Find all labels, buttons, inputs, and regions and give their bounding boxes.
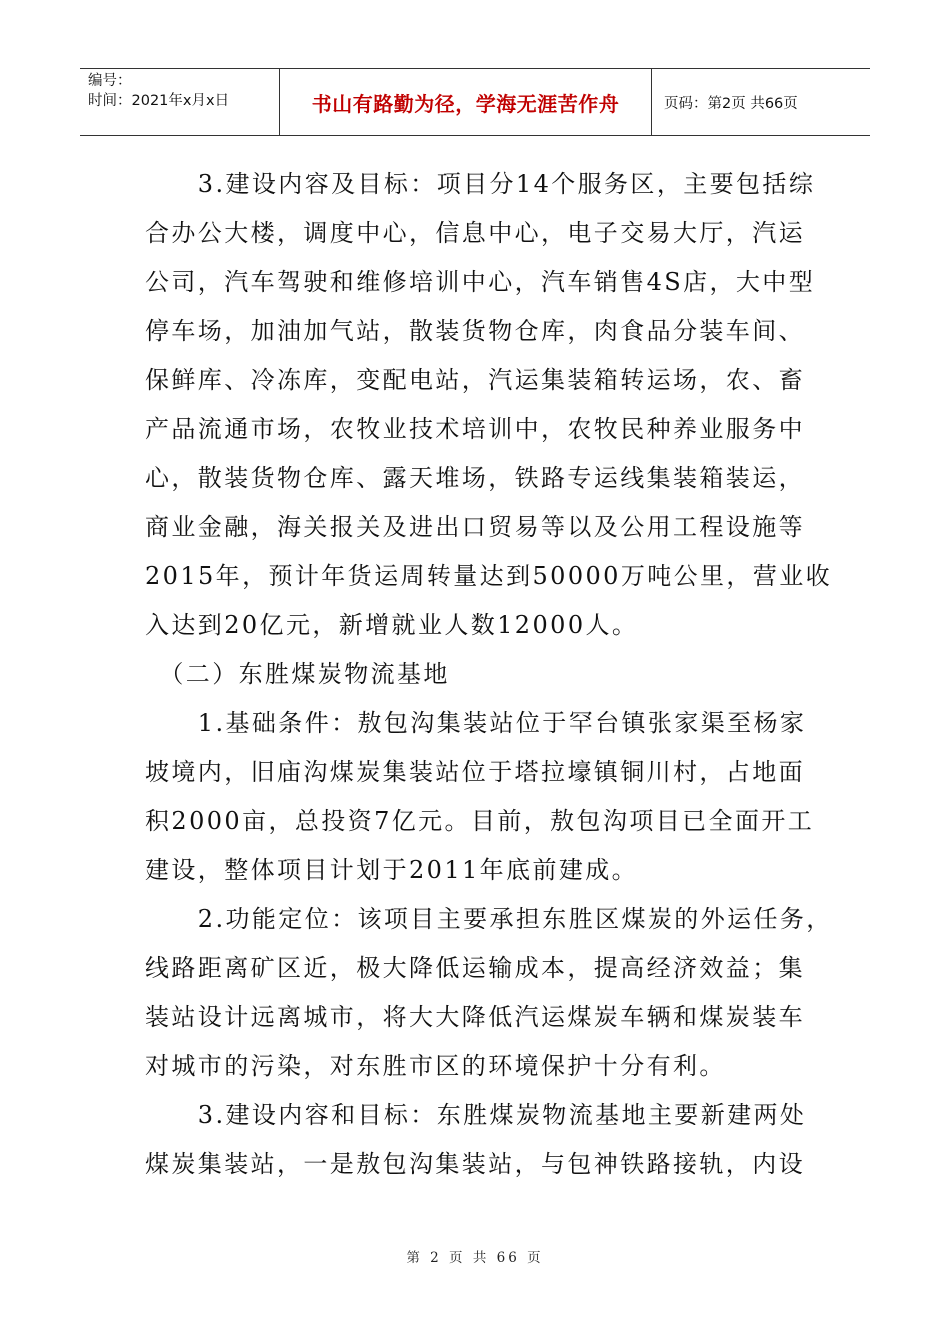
header-page-info: 页码：第2页 共66页 (664, 95, 798, 112)
text-line: 合办公大楼，调度中心，信息中心，电子交易大厅，汽运 (145, 219, 805, 247)
text-line: 3.建设内容及目标：项目分14个服务区，主要包括综 (145, 170, 816, 198)
header-meta (80, 69, 280, 135)
text-line: 线路距离矿区近，极大降低运输成本，提高经济效益；集 (145, 954, 805, 982)
text-line: 坡境内，旧庙沟煤炭集装站位于塔拉壕镇铜川村，占地面 (145, 758, 805, 786)
text-line: 公司，汽车驾驶和维修培训中心，汽车销售4S店，大中型 (145, 268, 816, 296)
document-number-label: 编号： (88, 73, 132, 89)
text-line: 1.基础条件：敖包沟集装站位于罕台镇张家渠至杨家 (145, 709, 807, 737)
text-line: 产品流通市场，农牧业技术培训中，农牧民种养业服务中 (145, 415, 805, 443)
document-body (145, 160, 833, 1189)
header-motto: 书山有路勤为径，学海无涯苦作舟 (280, 69, 652, 135)
page-header (80, 68, 870, 136)
page-footer: 第 2 页 共 66 页 (406, 1250, 544, 1266)
text-line: 商业金融，海关报关及进出口贸易等以及公用工程设施等 (145, 513, 805, 541)
text-line: 保鲜库、冷冻库，变配电站，汽运集装箱转运场，农、畜 (145, 366, 805, 394)
text-line: 对城市的污染，对东胜市区的环境保护十分有利。 (145, 1052, 726, 1080)
text-line: 3.建设内容和目标：东胜煤炭物流基地主要新建两处 (145, 1101, 807, 1129)
text-line: 煤炭集装站，一是敖包沟集装站，与包神铁路接轨，内设 (145, 1150, 805, 1178)
text-line: 2015年，预计年货运周转量达到50000万吨公里，营业收 (145, 562, 833, 590)
text-line: 入达到20亿元，新增就业人数12000人。 (145, 611, 639, 639)
text-line: 2.功能定位：该项目主要承担东胜区煤炭的外运任务， (145, 905, 833, 933)
text-line: 建设，整体项目计划于2011年底前建成。 (145, 856, 639, 884)
section-heading: （二）东胜煤炭物流基地 (145, 660, 450, 688)
text-line: 积2000亩，总投资7亿元。目前，敖包沟项目已全面开工 (145, 807, 815, 835)
document-time-label: 时间：2021年x月x日 (88, 93, 230, 109)
text-line: 装站设计远离城市，将大大降低汽运煤炭车辆和煤炭装车 (145, 1003, 805, 1031)
text-line: 停车场，加油加气站，散装货物仓库，肉食品分装车间、 (145, 317, 805, 345)
text-line: 心，散装货物仓库、露天堆场，铁路专运线集装箱装运， (145, 464, 805, 492)
